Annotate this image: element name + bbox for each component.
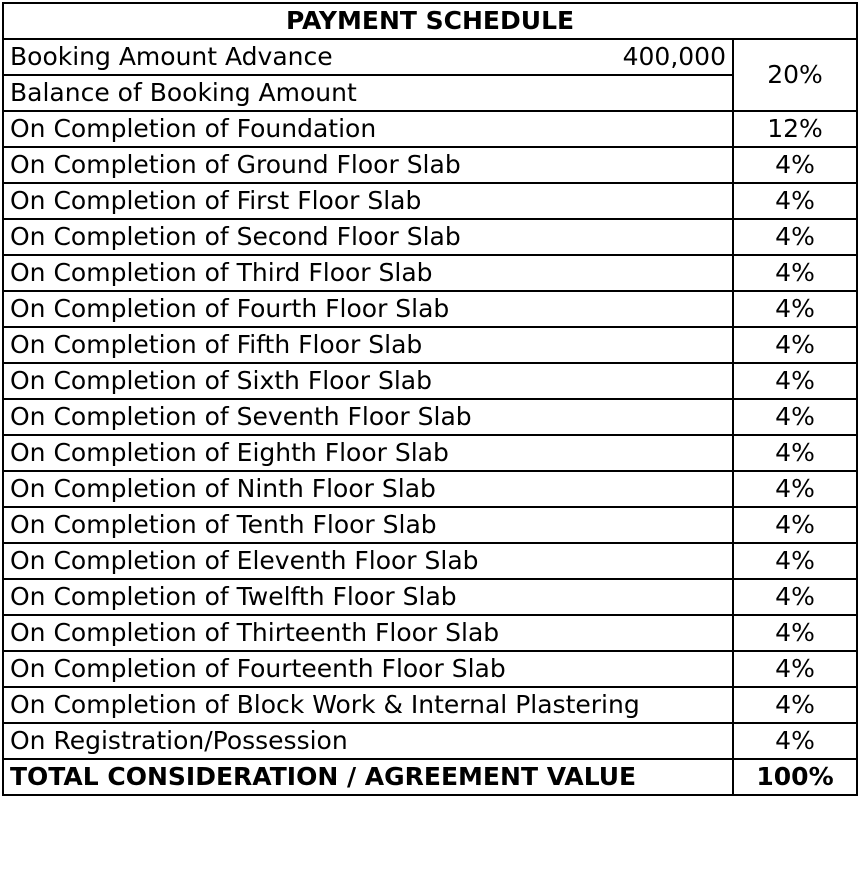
booking-advance-amount: 400,000 [622,42,726,71]
booking-balance-label: Balance of Booking Amount [3,75,733,111]
booking-advance-cell [3,39,733,75]
total-percent: 100% [733,759,857,795]
total-row [3,759,857,795]
table-row [3,723,857,759]
milestone-percent: 4% [733,399,857,435]
milestone-percent: 4% [733,327,857,363]
milestone-percent: 4% [733,651,857,687]
milestone-label: On Completion of Fifth Floor Slab [3,327,733,363]
milestone-label: On Completion of Tenth Floor Slab [3,507,733,543]
milestone-percent: 4% [733,255,857,291]
milestone-label: On Completion of Eleventh Floor Slab [3,543,733,579]
milestone-label: On Completion of Block Work & Internal Plastering [3,687,733,723]
table-row [3,615,857,651]
table-row [3,147,857,183]
milestone-percent: 12% [733,111,857,147]
milestone-label: On Completion of Fourteenth Floor Slab [3,651,733,687]
table-row [3,183,857,219]
payment-schedule-table [2,2,858,796]
table-row [3,507,857,543]
table-row [3,327,857,363]
table-row [3,291,857,327]
booking-percent: 20% [733,39,857,111]
table-row [3,651,857,687]
milestone-percent: 4% [733,723,857,759]
milestone-label: On Completion of Seventh Floor Slab [3,399,733,435]
milestone-label: On Completion of Foundation [3,111,733,147]
milestone-label: On Completion of Ninth Floor Slab [3,471,733,507]
schedule-title: PAYMENT SCHEDULE [3,3,857,39]
table-row [3,687,857,723]
milestone-label: On Completion of Eighth Floor Slab [3,435,733,471]
table-row [3,435,857,471]
milestone-label: On Completion of Sixth Floor Slab [3,363,733,399]
milestone-label: On Completion of Twelfth Floor Slab [3,579,733,615]
table-row [3,111,857,147]
milestone-percent: 4% [733,183,857,219]
booking-advance-row [3,39,857,75]
milestone-label: On Completion of Second Floor Slab [3,219,733,255]
table-row [3,219,857,255]
milestone-percent: 4% [733,147,857,183]
milestone-label: On Completion of Third Floor Slab [3,255,733,291]
booking-balance-row [3,75,857,111]
milestone-percent: 4% [733,543,857,579]
milestone-percent: 4% [733,435,857,471]
milestone-percent: 4% [733,363,857,399]
milestone-percent: 4% [733,507,857,543]
table-row [3,255,857,291]
milestone-label: On Registration/Possession [3,723,733,759]
milestone-percent: 4% [733,471,857,507]
booking-advance-label: Booking Amount Advance [10,42,333,71]
milestone-percent: 4% [733,687,857,723]
milestone-label: On Completion of Ground Floor Slab [3,147,733,183]
milestone-label: On Completion of Thirteenth Floor Slab [3,615,733,651]
title-row [3,3,857,39]
milestone-percent: 4% [733,579,857,615]
table-row [3,363,857,399]
total-label: TOTAL CONSIDERATION / AGREEMENT VALUE [3,759,733,795]
table-row [3,543,857,579]
milestone-percent: 4% [733,615,857,651]
table-row [3,471,857,507]
table-row [3,399,857,435]
table-row [3,579,857,615]
milestone-label: On Completion of Fourth Floor Slab [3,291,733,327]
milestone-percent: 4% [733,219,857,255]
milestone-label: On Completion of First Floor Slab [3,183,733,219]
milestone-percent: 4% [733,291,857,327]
